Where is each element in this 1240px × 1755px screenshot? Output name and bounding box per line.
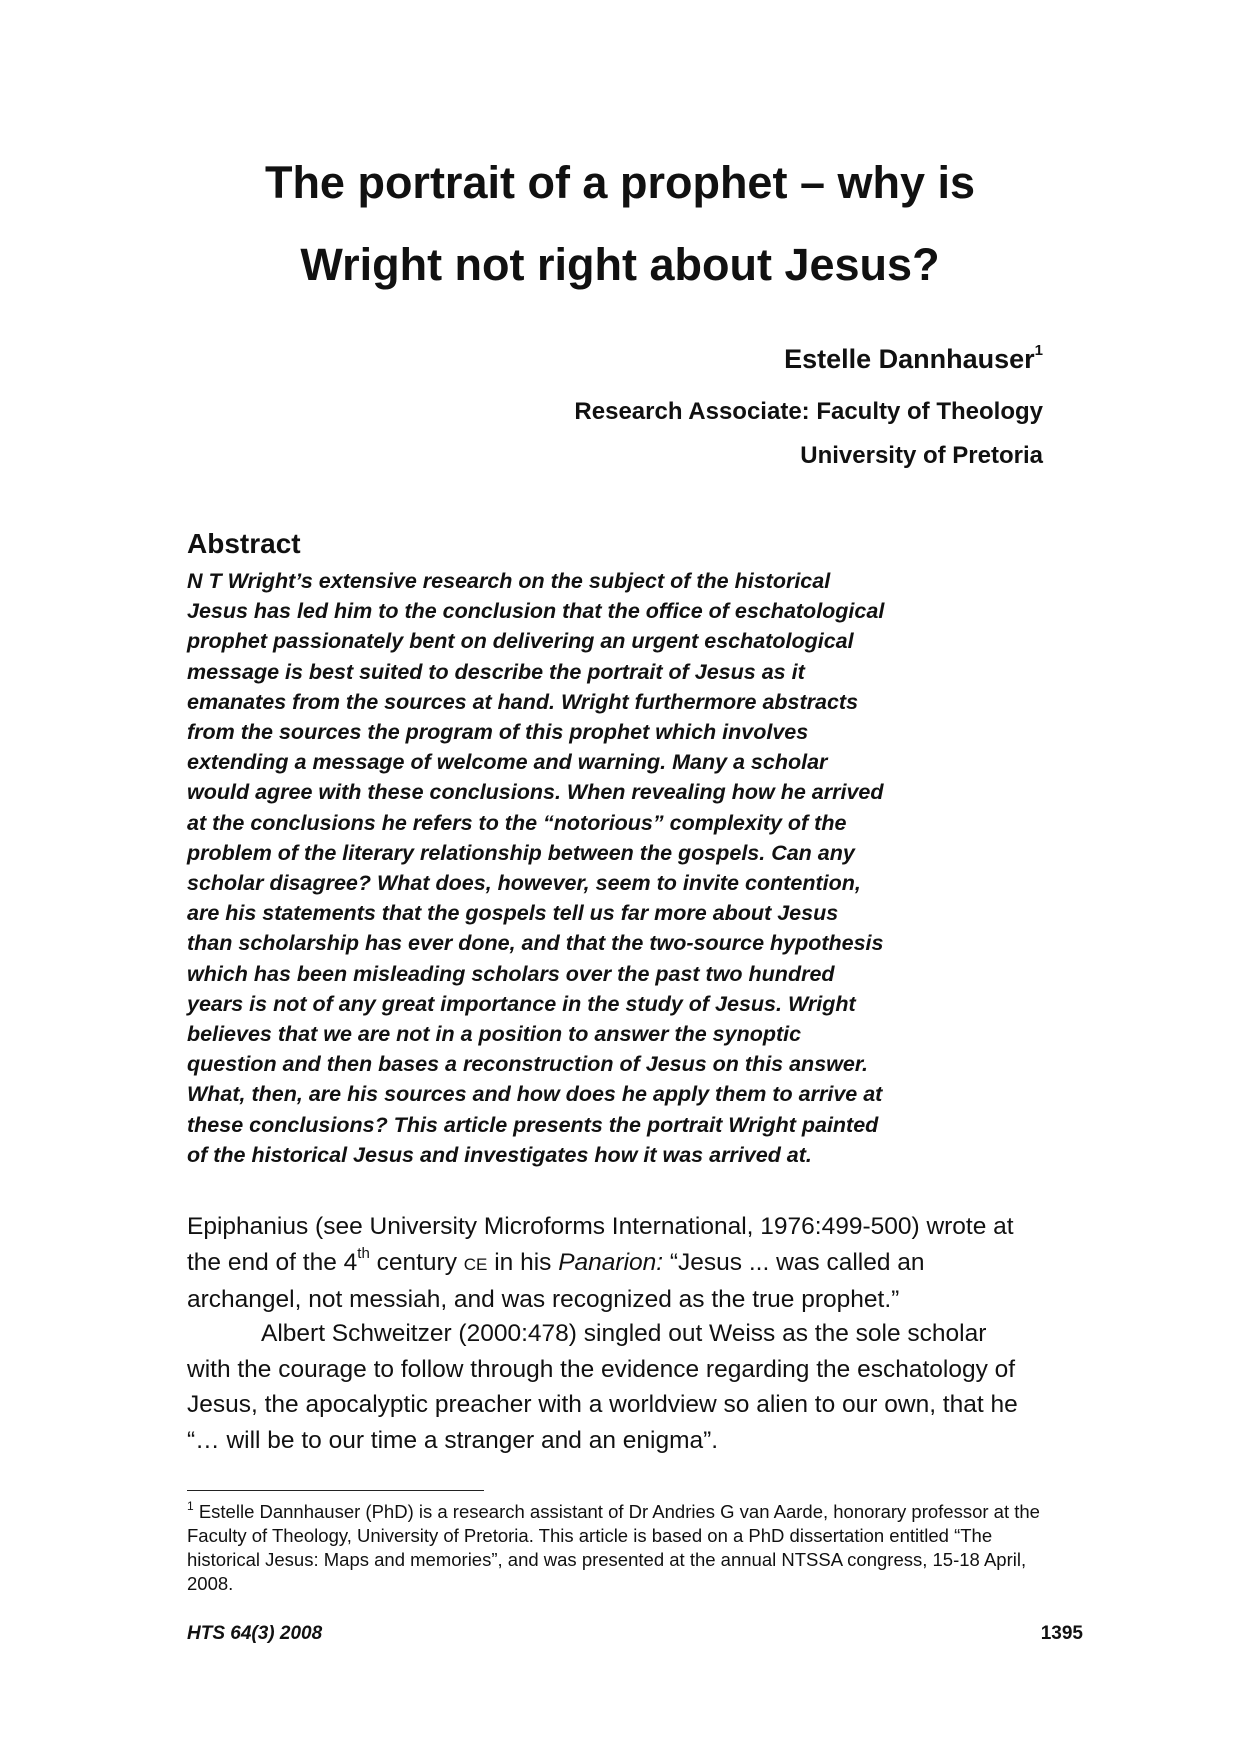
abstract-line: than scholarship has ever done, and that the two-source hypothesis [187, 931, 884, 956]
abstract-line: message is best suited to describe the portrait of Jesus as it [187, 659, 805, 684]
footnote-text: Estelle Dannhauser (PhD) is a research assistant of Dr Andries G van Aarde, honorary professor at the Faculty of Theology, University of Pretoria. This article is based on a PhD dissertation entitled “The historical Jesus: Maps and memories”, and was presented at the annual NTSSA congress, 15-18 April, 2008. [187, 1501, 1040, 1594]
author-footnote-mark[interactable]: 1 [1034, 342, 1043, 359]
abstract-line: prophet passionately bent on delivering an urgent eschatological [187, 629, 854, 654]
abstract-heading: Abstract [187, 528, 301, 559]
abstract-line: are his statements that the gospels tell us far more about Jesus [187, 901, 839, 926]
abstract-line: believes that we are not in a position to answer the synoptic [187, 1022, 802, 1047]
abstract-line: problem of the literary relationship between the gospels. Can any [187, 840, 855, 865]
abstract-line: at the conclusions he refers to the “notorious” complexity of the [187, 810, 847, 835]
abstract-text [187, 566, 931, 1170]
abstract-line: years is not of any great importance in the study of Jesus. Wright [187, 991, 856, 1016]
abstract-line: question and then bases a reconstruction of Jesus on this answer. [187, 1052, 868, 1077]
abstract-line: of the historical Jesus and investigates how it was arrived at. [187, 1142, 812, 1167]
p1-text-d: “Jesus ... was called an archangel, not messiah, and was recognized as the true prophet.” [187, 1248, 925, 1313]
abstract-line: What, then, are his sources and how does he apply them to arrive at [187, 1082, 883, 1107]
p1-text-a: Epiphanius (see University Microforms International, 1976:499-500) wrote at the end of the 4 [187, 1213, 1014, 1276]
abstract-line: would agree with these conclusions. When revealing how he arrived [187, 780, 884, 805]
journal-citation: HTS 64(3) 2008 [187, 1623, 323, 1644]
title-line-1: The portrait of a prophet – why is [264, 157, 976, 208]
abstract-line: extending a message of welcome and warning. Many a scholar [187, 750, 828, 775]
article-title [180, 142, 1060, 306]
abstract-line: N T Wright’s extensive research on the subject of the historical [187, 569, 831, 593]
footnote-mark: 1 [187, 1499, 194, 1513]
page-number: 1395 [1040, 1623, 1083, 1644]
author-affiliation-faculty: Research Associate: Faculty of Theology [574, 398, 1043, 425]
body-paragraph-2 [187, 1316, 1030, 1458]
p1-ordinal-sup: th [357, 1244, 370, 1262]
abstract-line: scholar disagree? What does, however, seem to invite contention, [187, 871, 861, 896]
p1-text-b: century [369, 1248, 464, 1276]
abstract-line: Jesus has led him to the conclusion that the office of eschatological [187, 599, 885, 624]
p1-text-c: in his [487, 1248, 559, 1276]
footnote-divider [187, 1490, 484, 1491]
footnote-1 [187, 1500, 1047, 1596]
abstract-line: these conclusions? This article presents the portrait Wright painted [187, 1112, 879, 1137]
p1-work-title: Panarion: [558, 1248, 664, 1276]
p2-text: Albert Schweitzer (2000:478) singled out Weiss as the sole scholar with the courage to follow through the evidence regarding the eschatology of Jesus, the apocalyptic preacher with a worldview so alien to our own, that he “… will be to our time a stranger and an enigma”. [187, 1320, 1018, 1454]
abstract-line: which has been misleading scholars over the past two hundred [187, 961, 835, 986]
p1-era: CE [463, 1254, 488, 1274]
abstract-line: from the sources the program of this prophet which involves [187, 720, 809, 745]
title-line-2: Wright not right about Jesus? [300, 239, 940, 290]
abstract-line: emanates from the sources at hand. Wright furthermore abstracts [187, 689, 859, 714]
author-affiliation-university: University of Pretoria [800, 442, 1043, 469]
body-paragraph-1 [187, 1209, 1030, 1318]
author-name-text: Estelle Dannhauser [784, 344, 1035, 374]
author-name [784, 344, 1043, 375]
